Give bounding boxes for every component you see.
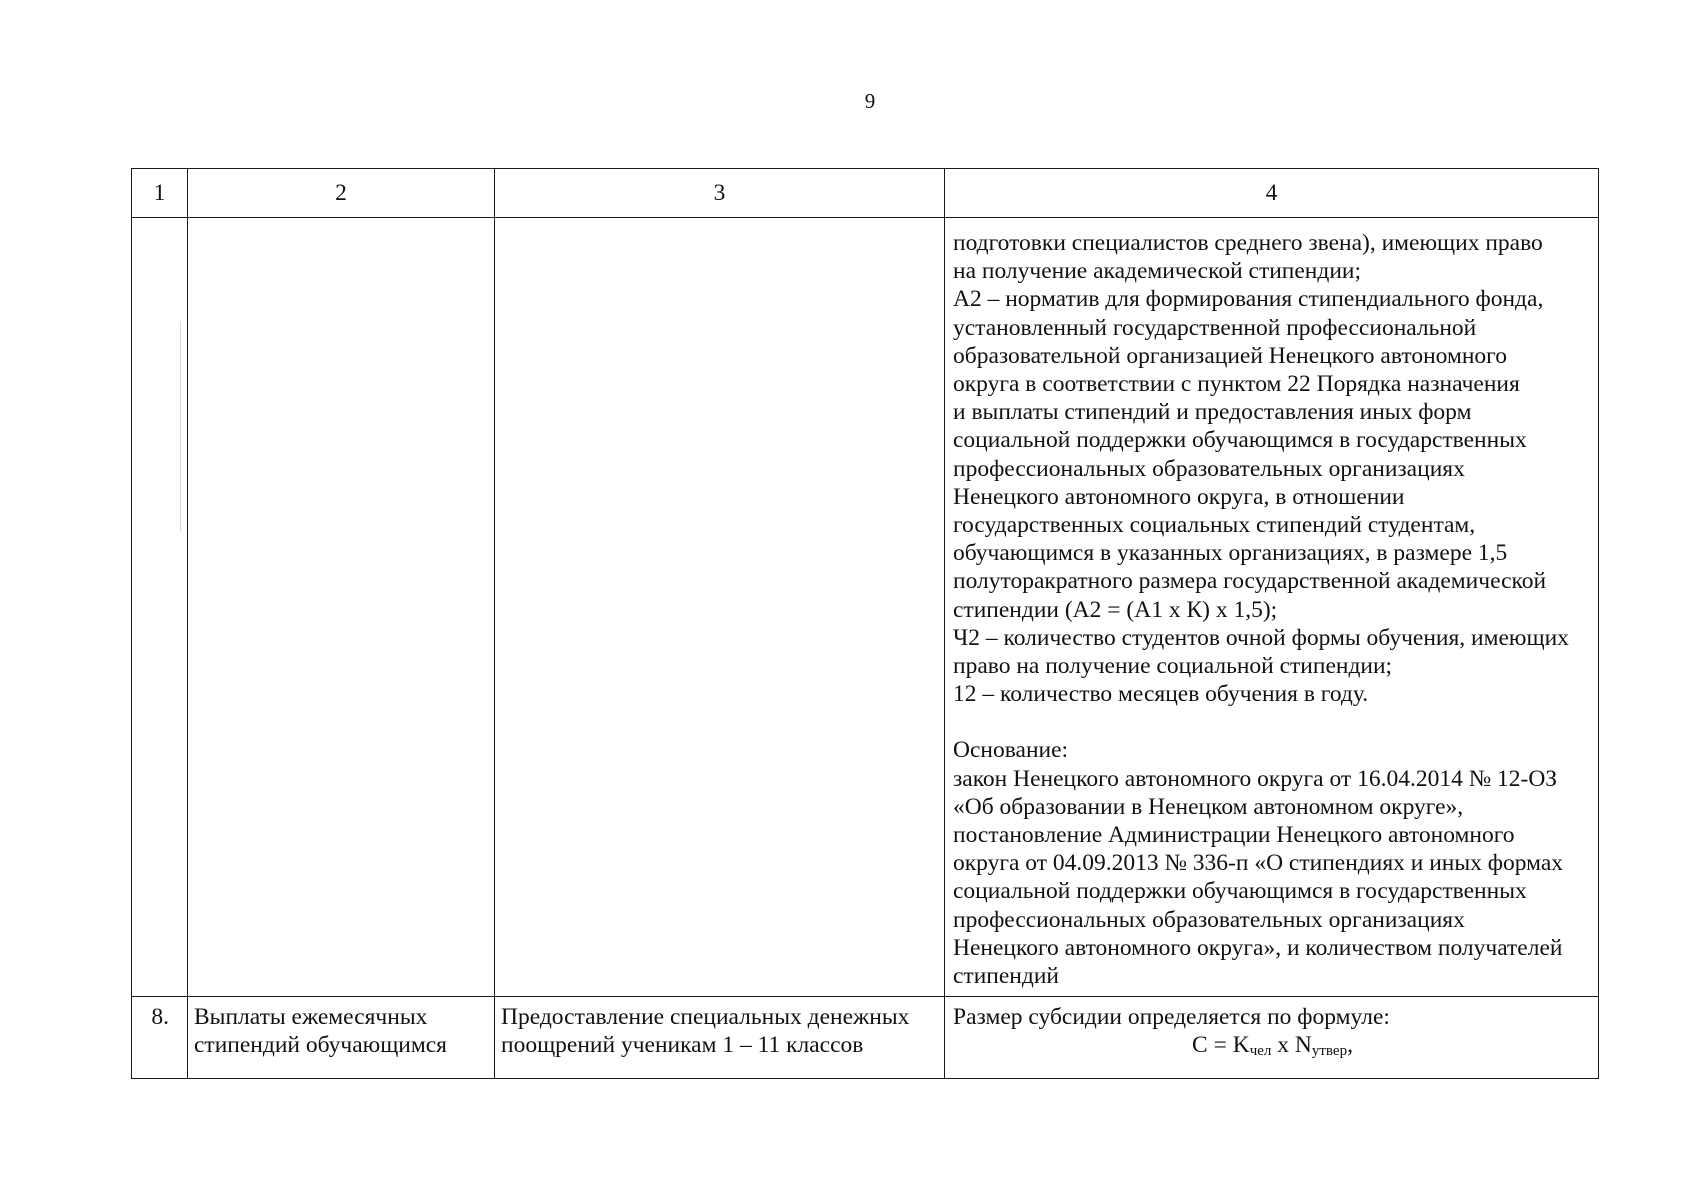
paragraph-gap	[953, 708, 1592, 736]
row-8-description	[495, 997, 945, 1078]
text-line: государственных социальных стипендий студентам,	[953, 512, 1476, 539]
formula-n-subscript: утвер	[1311, 1043, 1348, 1060]
text-line: округа от 04.09.2013 № 336-п «О стипендиях и иных формах	[953, 850, 1564, 877]
cell-description-empty	[495, 218, 945, 997]
text-line: Ч2 – количество студентов очной формы обучения, имеющих	[953, 624, 1569, 651]
document-table	[131, 168, 1599, 1079]
row-number: 8.	[132, 997, 188, 1078]
text-line: закон Ненецкого автономного округа от 16.04.2014 № 12-ОЗ	[953, 765, 1558, 792]
text-line: Основание:	[953, 737, 1069, 764]
text-line: постановление Администрации Ненецкого автономного	[953, 822, 1515, 849]
basis-lines	[953, 736, 1592, 990]
formula-k-subscript: чел	[1249, 1043, 1272, 1060]
header-cell-3: 3	[495, 169, 945, 218]
cell-calculation-text	[945, 218, 1599, 997]
text-line: А2 – норматив для формирования стипендиального фонда,	[953, 286, 1544, 313]
header-cell-2: 2	[188, 169, 495, 218]
formula-end: ,	[1347, 1032, 1353, 1059]
text-line: подготовки специалистов среднего звена), имеющих право	[953, 230, 1543, 256]
header-cell-1: 1	[132, 169, 188, 218]
text-line: 12 – количество месяцев обучения в году.	[953, 681, 1369, 708]
subsidy-formula	[953, 1031, 1592, 1065]
row-8-name-line: Выплаты ежемесячных	[194, 1004, 428, 1031]
text-line: социальной поддержки обучающимся в государственных	[953, 878, 1527, 905]
formula-mid: х N	[1271, 1032, 1312, 1059]
row-8-description-line: Предоставление специальных денежных	[501, 1004, 910, 1031]
text-line: обучающимся в указанных организациях, в размере 1,5	[953, 540, 1508, 567]
table-row-8	[132, 997, 1599, 1078]
calculation-lines	[953, 229, 1592, 708]
text-line: установленный государственной профессиональной	[953, 314, 1477, 341]
table-row-continuation	[132, 218, 1599, 997]
text-line: и выплаты стипендий и предоставления иных форм	[953, 399, 1472, 426]
text-line: стипендий	[953, 963, 1059, 990]
text-line: социальной поддержки обучающимся в государственных	[953, 427, 1527, 454]
text-line: профессиональных образовательных организациях	[953, 906, 1465, 933]
cell-name-empty	[188, 218, 495, 997]
text-line: Ненецкого автономного округа, в отношении	[953, 483, 1405, 510]
text-line: Ненецкого автономного округа», и количеством получателей	[953, 934, 1563, 961]
cell-row-number-empty	[132, 218, 188, 997]
text-line: образовательной организацией Ненецкого автономного	[953, 342, 1507, 369]
header-cell-4: 4	[945, 169, 1599, 218]
row-8-name-line: стипендий обучающимся	[194, 1032, 447, 1059]
row-8-calculation	[945, 997, 1599, 1078]
row-8-name	[188, 997, 495, 1078]
formula-intro: Размер субсидии определяется по формуле:	[953, 1004, 1390, 1031]
text-line: на получение академической стипендии;	[953, 258, 1362, 285]
text-line: право на получение социальной стипендии;	[953, 653, 1393, 680]
table-header-row	[132, 169, 1599, 218]
text-line: профессиональных образовательных организациях	[953, 455, 1465, 482]
text-line: «Об образовании в Ненецком автономном округе»,	[953, 793, 1464, 820]
text-line: стипендии (А2 = (А1 х К) х 1,5);	[953, 596, 1278, 623]
row-8-description-line: поощрений ученикам 1 – 11 классов	[501, 1032, 864, 1059]
page-number: 9	[864, 89, 876, 113]
text-line: полуторакратного размера государственной академической	[953, 568, 1547, 595]
text-line: округа в соответствии с пунктом 22 Порядка назначения	[953, 371, 1520, 398]
formula-lhs: С = K	[1192, 1032, 1250, 1059]
